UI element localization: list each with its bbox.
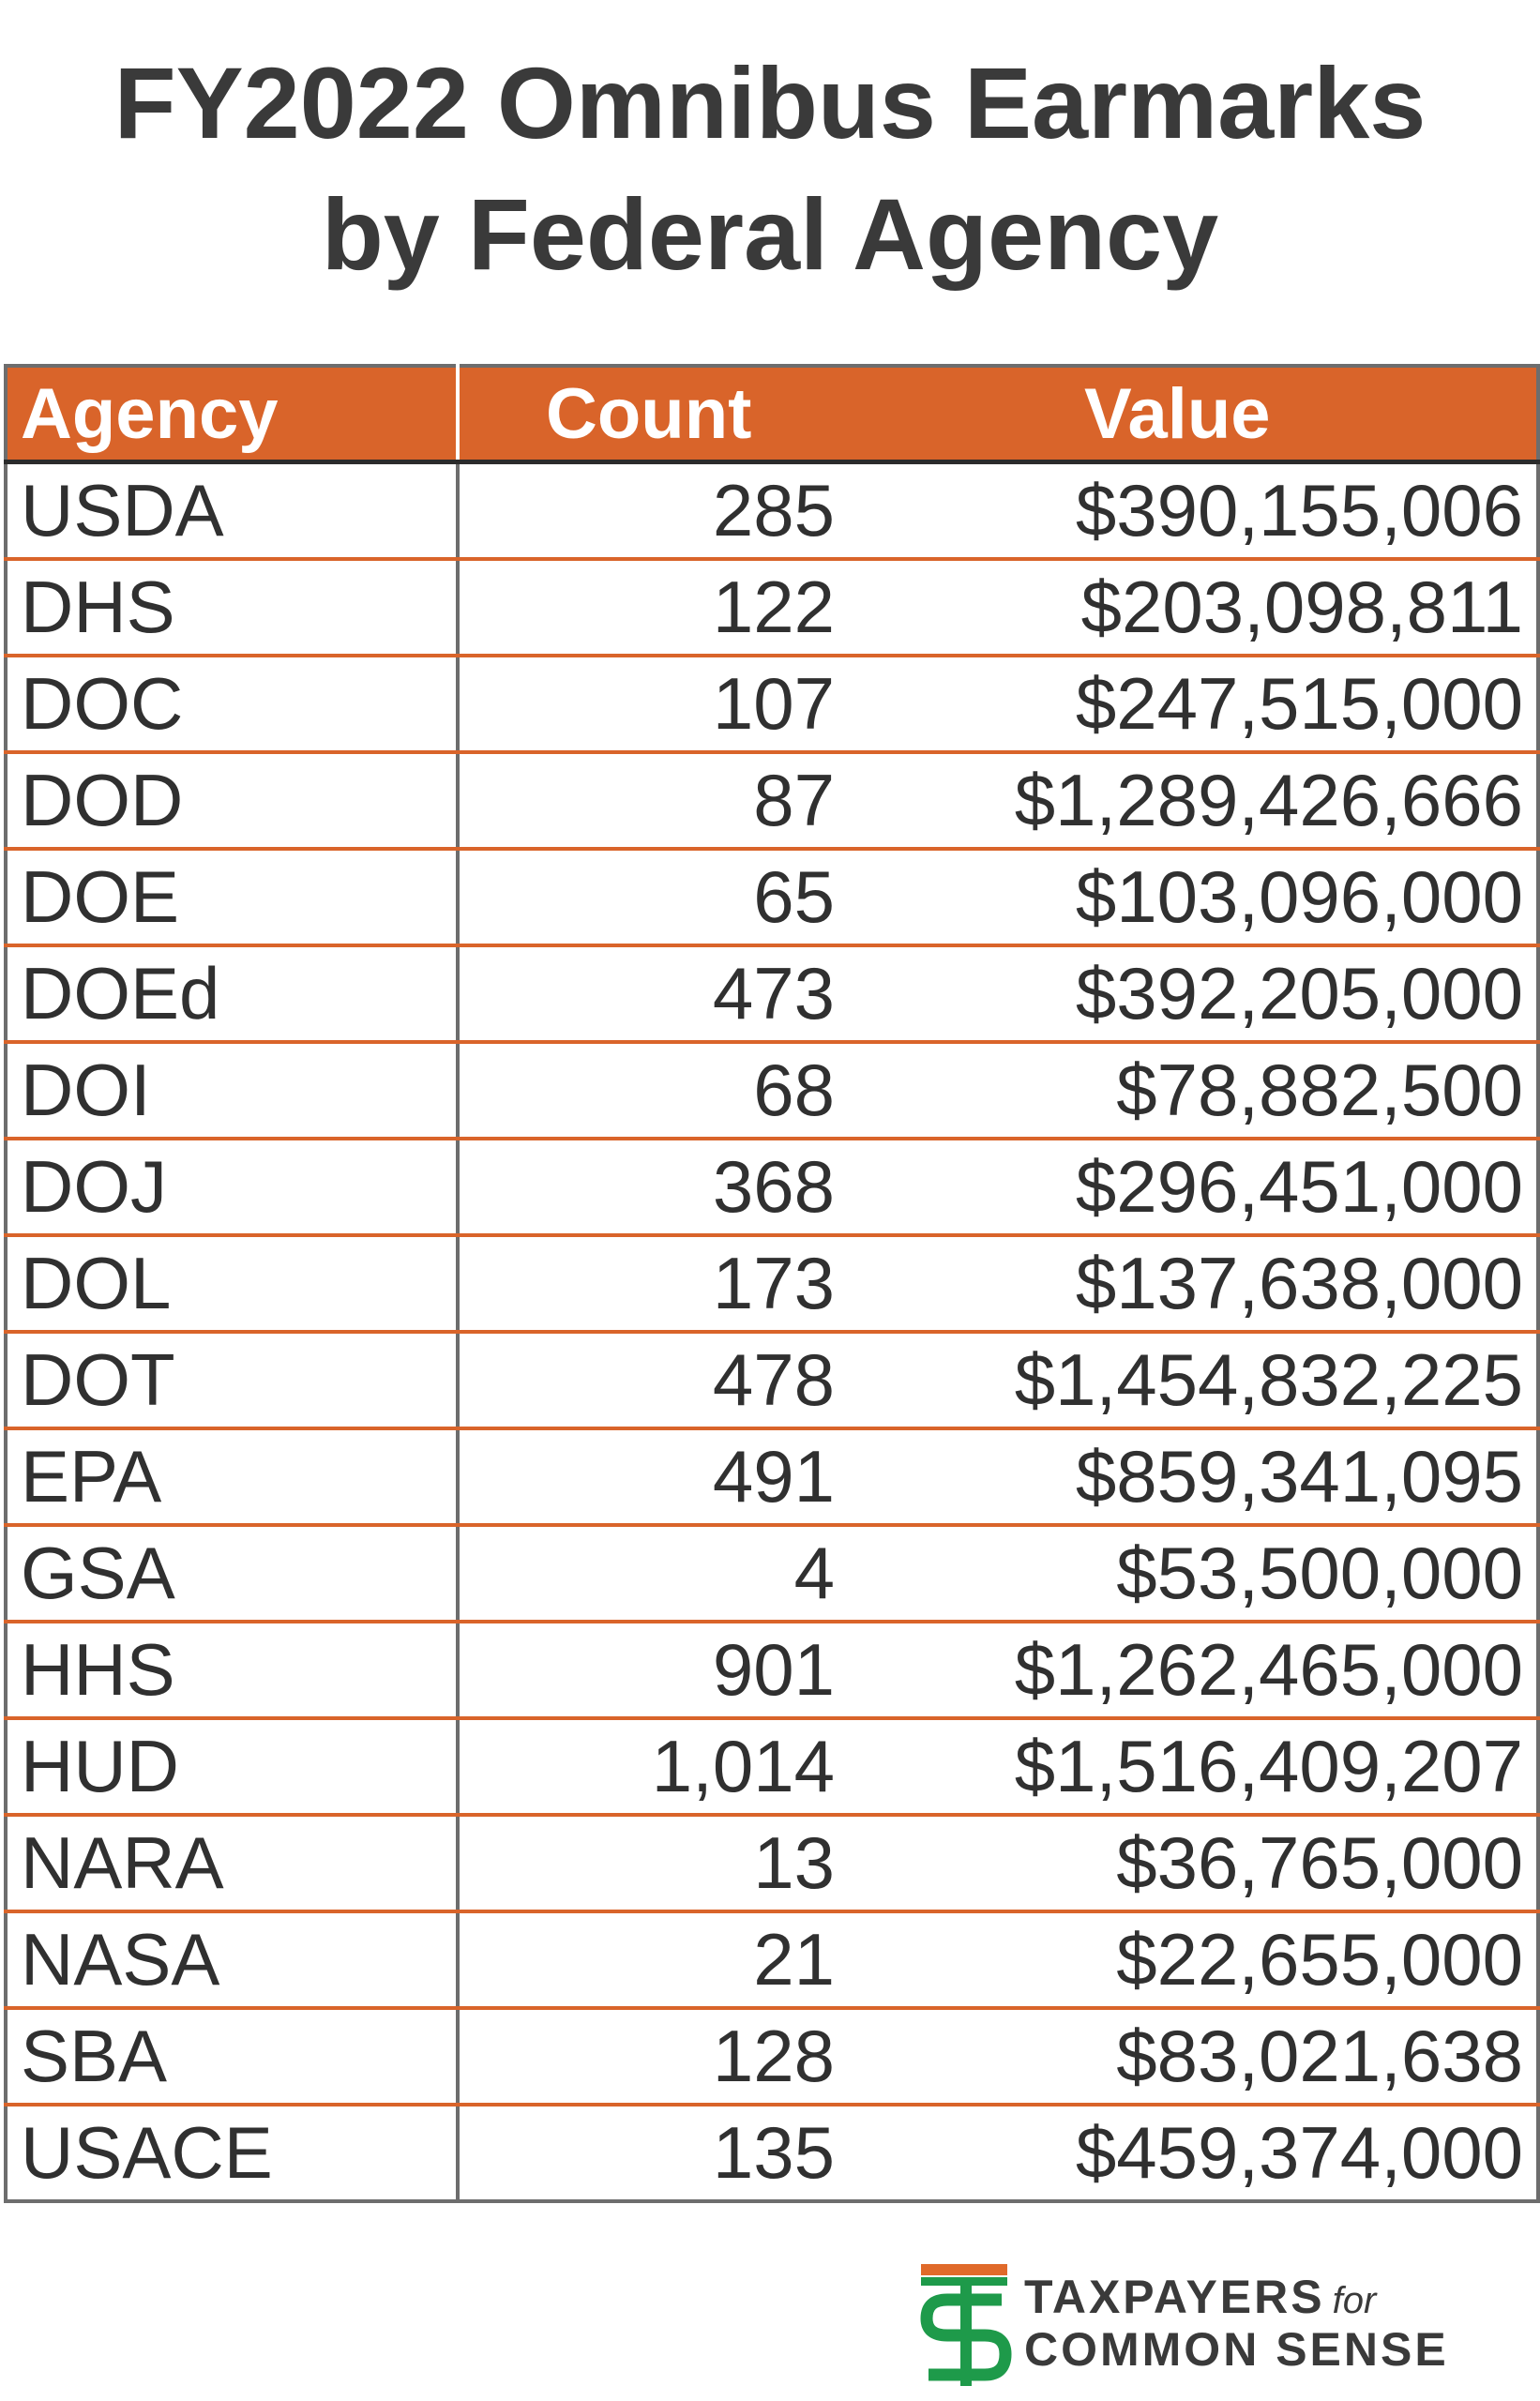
agency-cell: DOT — [6, 1332, 458, 1428]
table-row — [6, 462, 1538, 560]
table-row — [6, 1525, 1538, 1622]
value-cell: $203,098,811 — [844, 559, 1538, 656]
count-cell: 122 — [458, 559, 844, 656]
value-cell: $78,882,500 — [844, 1042, 1538, 1139]
agency-cell: EPA — [6, 1428, 458, 1525]
value-cell: $103,096,000 — [844, 849, 1538, 945]
chart-title — [0, 38, 1540, 300]
agency-cell: NARA — [6, 1815, 458, 1911]
value-cell: $137,638,000 — [844, 1235, 1538, 1332]
value-cell: $859,341,095 — [844, 1428, 1538, 1525]
value-cell: $247,515,000 — [844, 656, 1538, 752]
agency-cell: DHS — [6, 559, 458, 656]
count-cell: 473 — [458, 945, 844, 1042]
value-cell: $36,765,000 — [844, 1815, 1538, 1911]
table-row — [6, 1042, 1538, 1139]
value-cell: $1,262,465,000 — [844, 1622, 1538, 1718]
count-cell: 135 — [712, 2111, 835, 2194]
agency-cell: DOI — [6, 1042, 458, 1139]
value-cell: $83,021,638 — [844, 2008, 1538, 2105]
agency-cell: USACE — [6, 2105, 458, 2201]
table-row — [6, 1718, 1538, 1815]
table-header — [6, 366, 1538, 462]
count-cell: 13 — [458, 1815, 844, 1911]
value-cell: $53,500,000 — [844, 1525, 1538, 1622]
value-cell: $459,374,000 — [1075, 2111, 1523, 2194]
table-row — [6, 2105, 1538, 2201]
table-row — [6, 849, 1538, 945]
value-cell: $390,155,006 — [844, 462, 1538, 560]
agency-cell: DOE — [6, 849, 458, 945]
value-cell: $22,655,000 — [844, 1911, 1538, 2008]
agency-cell: NASA — [6, 1911, 458, 2008]
count-cell: 173 — [458, 1235, 844, 1332]
table-row — [6, 559, 1538, 656]
count-cell: 1,014 — [458, 1718, 844, 1815]
tcs-logo-icon — [919, 2264, 1013, 2386]
count-cell: 285 — [458, 462, 844, 560]
agency-cell: SBA — [6, 2008, 458, 2105]
table-row — [6, 656, 1538, 752]
table-row — [6, 752, 1538, 849]
count-cell: 68 — [458, 1042, 844, 1139]
table-row — [6, 1428, 1538, 1525]
column-header-count: Count — [458, 366, 844, 462]
agency-cell: USDA — [6, 462, 458, 560]
table-row — [6, 2008, 1538, 2105]
earmarks-table — [4, 364, 1540, 2203]
agency-cell: GSA — [6, 1525, 458, 1622]
value-cell: $1,516,409,207 — [844, 1718, 1538, 1815]
chart-title-line-2: by Federal Agency — [321, 177, 1219, 291]
count-cell: 128 — [458, 2008, 844, 2105]
table-row — [6, 1622, 1538, 1718]
taxpayers-logo — [919, 2264, 1519, 2386]
count-cell: 4 — [458, 1525, 844, 1622]
agency-cell: DOL — [6, 1235, 458, 1332]
agency-cell: HUD — [6, 1718, 458, 1815]
logo-line-1 — [1024, 2270, 1376, 2324]
table-row — [6, 1139, 1538, 1235]
table-row — [6, 945, 1538, 1042]
count-cell: 65 — [458, 849, 844, 945]
count-cell: 21 — [458, 1911, 844, 2008]
count-cell: 478 — [458, 1332, 844, 1428]
chart-title-line-1: FY2022 Omnibus Earmarks — [113, 46, 1427, 159]
column-header-value: Value — [844, 366, 1538, 462]
value-cell: $392,205,000 — [844, 945, 1538, 1042]
value-cell: $1,289,426,666 — [844, 752, 1538, 849]
logo-line-2: COMMON SENSE — [1024, 2323, 1449, 2376]
agency-cell: DOEd — [6, 945, 458, 1042]
table-row — [6, 1235, 1538, 1332]
agency-cell: DOC — [6, 656, 458, 752]
count-cell: 368 — [458, 1139, 844, 1235]
table-body — [6, 462, 1538, 2202]
table-row — [6, 1911, 1538, 2008]
count-cell: 87 — [458, 752, 844, 849]
count-cell: 901 — [458, 1622, 844, 1718]
count-cell: 491 — [458, 1428, 844, 1525]
logo-taxpayers-text: TAXPAYERS — [1024, 2271, 1325, 2323]
logo-for-text: for — [1332, 2280, 1377, 2321]
agency-cell: DOJ — [6, 1139, 458, 1235]
column-header-agency: Agency — [6, 366, 458, 462]
agency-cell: HHS — [6, 1622, 458, 1718]
table-row — [6, 1815, 1538, 1911]
table-row — [6, 1332, 1538, 1428]
value-cell: $296,451,000 — [844, 1139, 1538, 1235]
count-cell: 107 — [458, 656, 844, 752]
agency-cell: DOD — [6, 752, 458, 849]
value-cell: $1,454,832,225 — [844, 1332, 1538, 1428]
